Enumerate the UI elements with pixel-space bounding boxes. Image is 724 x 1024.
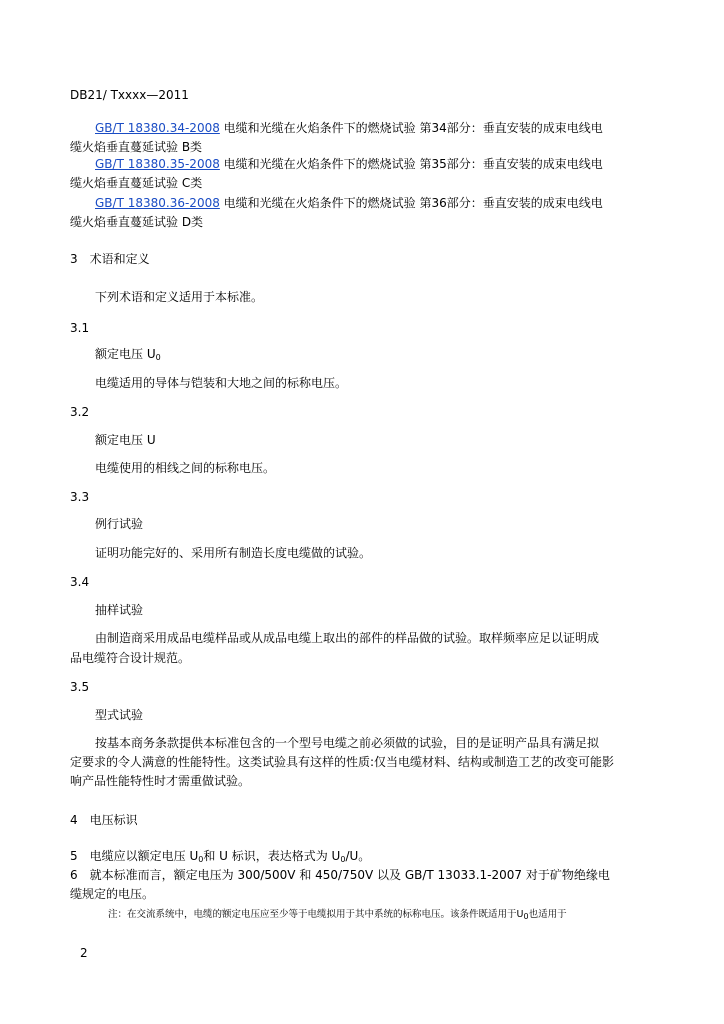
- reference-title: 电缆和光缆在火焰条件下的燃烧试验 第36部分：垂直安装的成束电线电: [219, 196, 603, 210]
- term-name: 例行试验: [95, 517, 144, 531]
- term-definition-cont: 响产品性能特性时才需重做试验。: [70, 774, 251, 788]
- reference-line: [95, 156, 603, 172]
- term-name: 抽样试验: [95, 603, 144, 617]
- page-number: 2: [80, 946, 88, 960]
- term-definition-cont: 品电缆符合设计规范。: [70, 651, 191, 665]
- term-name: 额定电压 $U_0$: [95, 347, 161, 362]
- reference-title: 电缆和光缆在火焰条件下的燃烧试验 第35部分：垂直安装的成束电线电: [219, 157, 603, 171]
- term-definition: 按基本商务条款提供本标准包含的一个型号电缆之前必须做的试验，目的是证明产品具有满足拟: [95, 736, 600, 750]
- term-number: 3.2: [70, 405, 90, 419]
- term-number: 3.5: [70, 680, 90, 694]
- section-heading: 4 电压标识: [70, 813, 138, 827]
- term-number: 3.3: [70, 490, 90, 504]
- reference-title-cont: 缆火焰垂直蔓延试验 D类: [70, 215, 204, 229]
- reference-link[interactable]: GB/T 18380.36-2008: [95, 196, 220, 210]
- section-heading: 3 术语和定义: [70, 252, 150, 266]
- term-definition-cont: 定要求的令人满意的性能特性。这类试验具有这样的性质:仅当电缆材料、结构或制造工艺的改变可能影: [70, 755, 615, 769]
- term-number: 3.4: [70, 575, 90, 589]
- section-intro: 下列术语和定义适用于本标准。: [95, 290, 264, 304]
- reference-link[interactable]: GB/T 18380.35-2008: [95, 157, 220, 171]
- term-definition: 电缆适用的导体与铠装和大地之间的标称电压。: [95, 376, 348, 390]
- term-name: 额定电压 U: [95, 433, 156, 447]
- reference-title: 电缆和光缆在火焰条件下的燃烧试验 第34部分：垂直安装的成束电线电: [219, 121, 603, 135]
- reference-title-cont: 缆火焰垂直蔓延试验 C类: [70, 176, 203, 190]
- reference-line: [95, 120, 603, 136]
- term-definition: 由制造商采用成品电缆样品或从成品电缆上取出的部件的样品做的试验。取样频率应足以证明成: [95, 631, 600, 645]
- note-text: 注：在交流系统中，电缆的额定电压应至少等于电缆拟用于其中系统的标称电压。该条件既适用于$U_0$也适用于: [108, 909, 567, 921]
- clause-6: 6 就本标准而言，额定电压为 300/500V 和 450/750V 以及 GB/T 13033.1-2007 对于矿物绝缘电: [70, 868, 610, 882]
- term-definition: 证明功能完好的、采用所有制造长度电缆做的试验。: [95, 546, 372, 560]
- term-definition: 电缆使用的相线之间的标称电压。: [95, 461, 276, 475]
- term-name: 型式试验: [95, 708, 144, 722]
- clause-5: 5 电缆应以额定电压 $U_0$和 U 标识，表达格式为 $U_0/U$。: [70, 849, 371, 864]
- clause-6-cont: 缆规定的电压。: [70, 887, 155, 901]
- reference-title-cont: 缆火焰垂直蔓延试验 B类: [70, 140, 203, 154]
- reference-link[interactable]: GB/T 18380.34-2008: [95, 121, 220, 135]
- doc-code-header: DB21/ Txxxx—2011: [70, 88, 189, 102]
- term-number: 3.1: [70, 321, 90, 335]
- reference-line: [95, 195, 603, 211]
